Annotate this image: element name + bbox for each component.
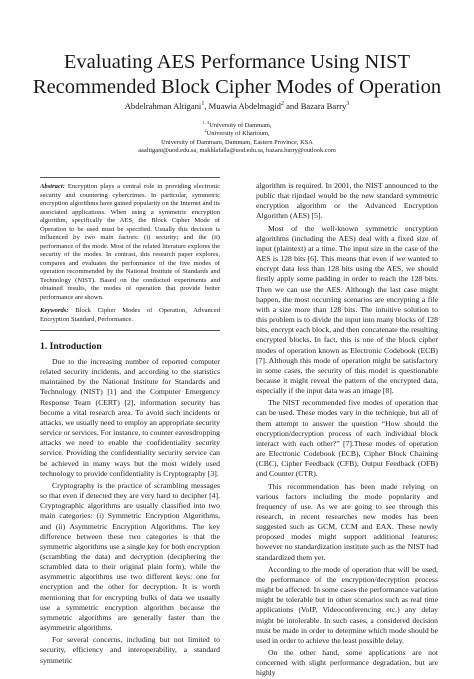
section-heading-introduction: 1. Introduction: [40, 341, 102, 352]
author-2: Muawia Abdelmagid: [208, 101, 281, 111]
affiliation-address: University of Dammam, Dammam, Eastern Province, KSA: [161, 138, 313, 146]
author-list: [20, 101, 454, 111]
abstract: [40, 183, 220, 302]
abstract-text: Encryption plays a central role in providing electronic security and countering cybercrimes. In particular, symmetric encryption algorithms have gained popularity on the Internet and its associated applications. When using a symmetric encryption algorithm, specifically the AES, the Block Cipher Mode of Operation to be used must be specified. Usually this decision is influenced by two main factors: (i) security; and the (ii) performance of the mode. Most of the related literature explores the security of the modes. In contrast, this research paper explores, compares and evaluates the performance of the five modes of operation recommended by the National Institute of Standards and Technology (NIST). Based on the conducted experiments and obtained results, the modes of operation that provide better performance are shown.: [40, 183, 220, 301]
author-1: Abdelrahman Altigani: [124, 101, 202, 111]
affiliation-1: University of Dammam,: [209, 122, 272, 129]
paragraph: This recommendation has been made relying on various factors including the mode popularity and frequency of use. As we are going to see through this research, in recent researches new modes has been suggested such as GCM, CCM and EAX. These newly proposed modes might support additional features; however no standardization institute such as the NIST had standardized them yet.: [256, 481, 438, 562]
paragraph: Most of the well-known symmetric encryption algorithms (including the AES) deal with a fixed size of input (plaintext) at a time. The input size in the case of the AES is 128 bits [6]. This means that even if we wanted to encrypt data less than 128 bits using the AES, we should firstly apply some padding in order to reach the 128 bits. Then we can use the AES. Although the last case might happen, the most occurring scenarios are encrypting a file with a size more than 128 bits. The intuitive solution to this problem is to divide the input into many blocks of 128 bits, encrypt each block, and then concatenate the resulting encrypted blocks. In fact, this is one of the block cipher modes of operation known as Electronic Codebook (ECB) [7]. Although this mode of operation might be satisfactory in some cases, the security of this model is questionable because it might reveal the pattern of the encrypted data, especially if the input data was an image [8].: [256, 223, 438, 396]
abstract-bottom-rule: [40, 330, 220, 331]
author-2-affil-mark: 2: [280, 101, 284, 108]
paragraph: Due to the increasing number of reported computer related security incidents, and according to the statistics maintained by the National Institute for Standards and Technology (NIST) [1] and the Computer Emergency Response Team (CERT) [2], information security has become a vital research area. To avoid such incidents or attacks, we usually need to employ an appropriate security service or services. For instance, to counter eavesdropping attacks we need to enable the confidentiality security service. Providing the confidentiality security service can be achieved in many ways but the most widely used technology to provide confidentiality is Cryptography [3].: [40, 357, 220, 478]
left-column-body: [40, 357, 220, 666]
abstract-top-rule: [40, 177, 220, 178]
affiliation-2: University of Khartoum,: [206, 130, 270, 138]
affiliation-1-mark: 1, 3: [202, 119, 210, 125]
title-line-1: Evaluating AES Performance Using NIST: [63, 51, 411, 73]
affiliation-2-mark: 2: [204, 128, 207, 134]
paragraph: On the other hand, some applications are not concerned with slight performance degradation, but are highly: [256, 648, 438, 678]
paragraph: The NIST recommended five modes of operation that can be used. These modes vary in the technique, but all of them attempt to answer the question “How should the encryption/decryption process of each individual block interact with each other?” [7].These modes of operation are Electronic Codebook (ECB), Cipher Block Chaining (CBC), Cipher Feedback (CFB), Output Feedback (OFB) and Counter (CTR).: [256, 398, 438, 479]
paragraph: According to the mode of operation that will be used, the performance of the encryption/decryption process might be affected. In some cases the performance variation might be tolerable but in other scenarios such as real time applications (VoIP, Videoconferencing etc.) any delay might be intolerable. In such cases, a considered decision must be made in order to determine which mode should be used in order to achieve the least possible delay.: [256, 564, 438, 645]
author-separator: ,: [204, 101, 209, 111]
paragraph: For several concerns, including but not limited to security, efficiency and interoperability, a standard symmetric: [40, 635, 220, 665]
author-emails: aaaltigani@uod.edu.sa, makhlafalla@uod.edu.sa, bazara.barry@outlook.com: [138, 146, 336, 154]
author-separator: and: [283, 101, 301, 111]
paragraph: algorithm is required. In 2001, the NIST announced to the public that rijndael would be the new standard symmetric encryption algorithm or the Advanced Encryption Algorithm (AES) [5].: [256, 181, 438, 221]
title-line-2: Recommended Block Cipher Modes of Operation: [32, 76, 442, 98]
keywords-label: Keywords:: [40, 307, 69, 314]
author-3-affil-mark: 3: [346, 101, 350, 108]
author-3: Bazara Barry: [300, 101, 347, 111]
keywords-text: Block Cipher Modes of Operation, Advanced Encryption Standard, Performance.: [40, 307, 220, 323]
paragraph: Cryptography is the practice of scrambling messages so that even if detected they are very hard to decipher [4]. Cryptographic algorithms are usually classified into two main categories: (i) Symmetric Encryption Algorithms, and (ii) Asymmetric Encryption Algorithms. The key difference between these two categories is that the symmetric algorithms use a single key for both encryption (scrambling the data) and decryption (deciphering the scrambled data to their original plain form), while the asymmetric algorithms use two different keys: one for encryption and the other for decryption. It is worth mentioning that for encrypting bulks of data we usually use a symmetric encryption algorithm because the symmetric algorithms are generally faster than the asymmetric algorithms.: [40, 480, 220, 633]
keywords: [40, 307, 220, 324]
paper-title: [20, 50, 454, 100]
right-column-body: [256, 181, 438, 679]
affiliations: [20, 119, 454, 155]
abstract-label: Abstract:: [40, 183, 65, 190]
author-1-affil-mark: 1: [201, 101, 205, 108]
